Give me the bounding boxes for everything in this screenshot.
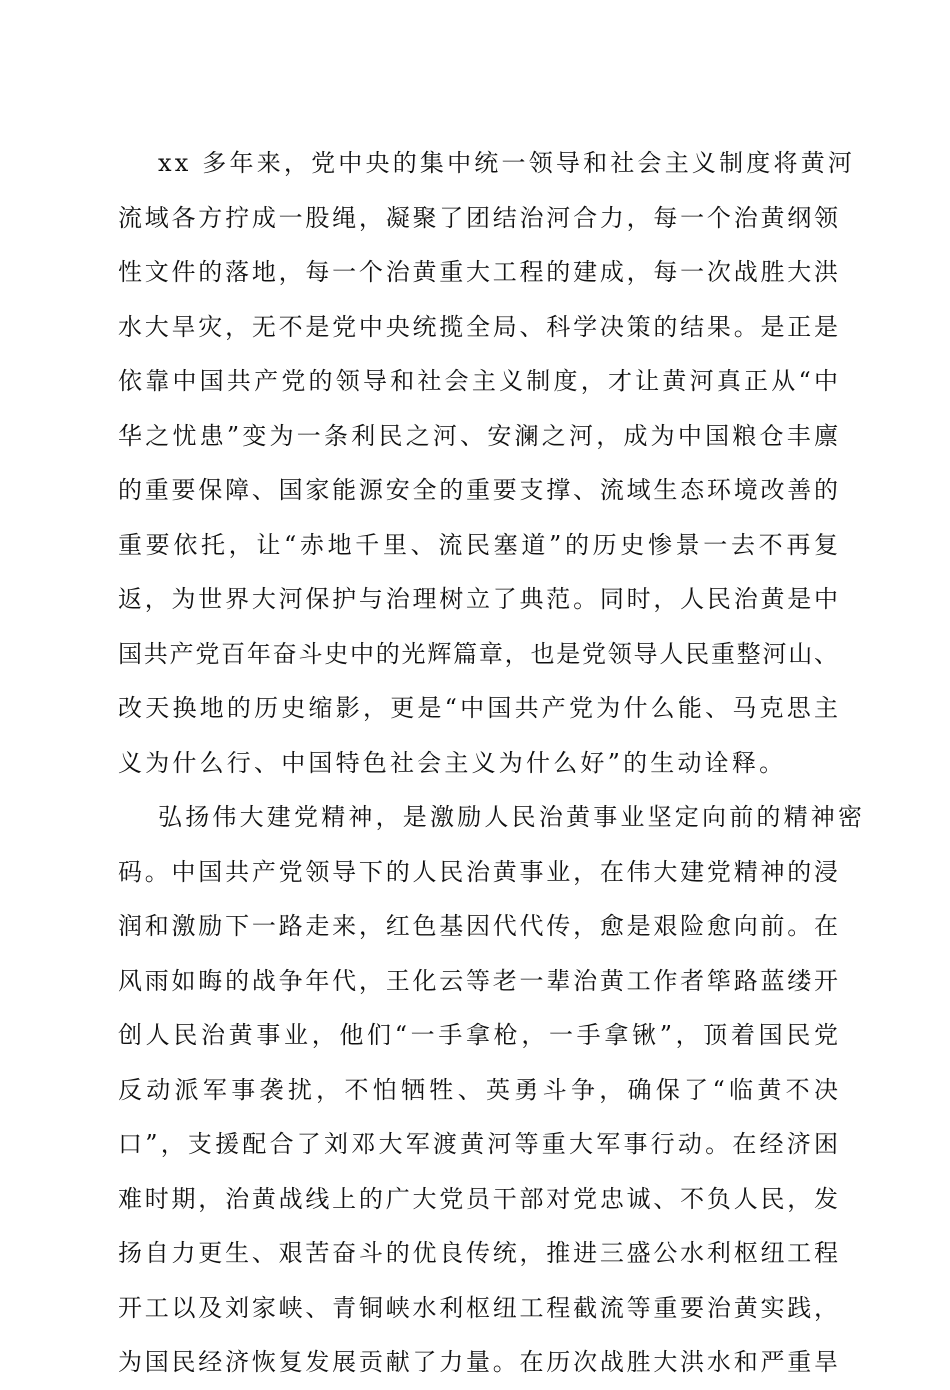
text-line: 弘扬伟大建党精神，是激励人民治黄事业坚定向前的精神密 xyxy=(158,803,866,831)
text-line: 国共产党百年奋斗史中的光辉篇章，也是党领导人民重整河山、 xyxy=(118,639,838,668)
text-line: 华之忧患”变为一条利民之河、安澜之河，成为中国粮仓丰廪 xyxy=(118,421,838,450)
text-line: 扬自力更生、艰苦奋斗的优良传统，推进三盛公水利枢纽工程 xyxy=(118,1239,838,1267)
text-line: 返，为世界大河保护与治理树立了典范。同时，人民治黄是中 xyxy=(118,585,838,613)
text-line: 开工以及刘家峡、青铜峡水利枢纽工程截流等重要治黄实践， xyxy=(118,1293,838,1322)
text-line: 创人民治黄事业，他们“一手拿枪，一手拿锹”，顶着国民党 xyxy=(118,1021,838,1049)
text-line: 性文件的落地，每一个治黄重大工程的建成，每一次战胜大洪 xyxy=(118,258,838,286)
text-line: 风雨如晦的战争年代，王化云等老一辈治黄工作者筚路蓝缕开 xyxy=(118,966,838,995)
paragraph-1 xyxy=(118,136,856,790)
text-line: 义为什么行、中国特色社会主义为什么好”的生动诠释。 xyxy=(118,748,787,777)
text-line: 润和激励下一路走来，红色基因代代传，愈是艰险愈向前。在 xyxy=(118,912,838,940)
text-line: 流域各方拧成一股绳，凝聚了团结治河合力，每一个治黄纲领 xyxy=(118,203,838,232)
text-line: 为国民经济恢复发展贡献了力量。在历次战胜大洪水和严重旱 xyxy=(118,1348,838,1376)
text-line: 改天换地的历史缩影，更是“中国共产党为什么能、马克思主 xyxy=(118,694,838,722)
body-text xyxy=(118,136,866,1390)
text-line: 依靠中国共产党的领导和社会主义制度，才让黄河真正从“中 xyxy=(118,367,838,395)
text-line: 重要依托，让“赤地千里、流民塞道”的历史惨景一去不再复 xyxy=(118,530,838,559)
text-line: 的重要保障、国家能源安全的重要支撑、流域生态环境改善的 xyxy=(118,476,838,504)
text-line: 口”，支援配合了刘邓大军渡黄河等重大军事行动。在经济困 xyxy=(118,1130,838,1158)
text-line: 反动派军事袭扰，不怕牺牲、英勇斗争，确保了“临黄不决 xyxy=(118,1075,838,1104)
text-line: 码。中国共产党领导下的人民治黄事业，在伟大建党精神的浸 xyxy=(118,857,838,886)
text-line: 水大旱灾，无不是党中央统揽全局、科学决策的结果。是正是 xyxy=(118,312,838,341)
paragraph-2 xyxy=(118,790,866,1390)
text-line: 难时期，治黄战线上的广大党员干部对党忠诚、不负人民，发 xyxy=(118,1184,838,1213)
text-line: xx 多年来，党中央的集中统一领导和社会主义制度将黄河 xyxy=(158,149,856,177)
